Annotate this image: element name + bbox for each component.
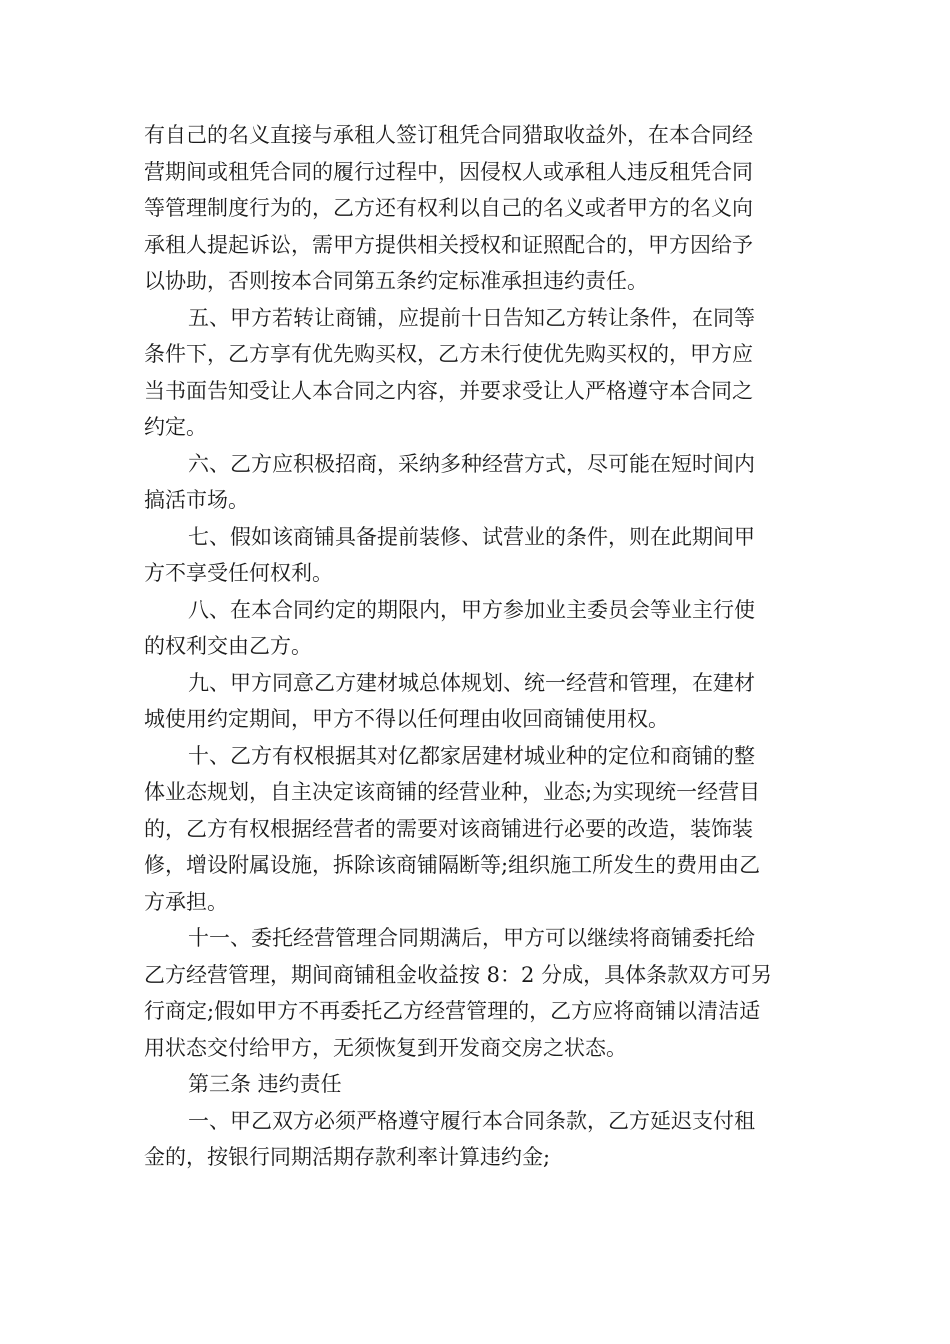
text-line: 当书面告知受让人本合同之内容，并要求受让人严格遵守本合同之 xyxy=(144,378,753,403)
text-line: 承租人提起诉讼，需甲方提供相关授权和证照配合的，甲方因给予 xyxy=(144,232,753,257)
document-body xyxy=(144,117,808,1176)
text-line: 用状态交付给甲方，无须恢复到开发商交房之状态。 xyxy=(144,1035,627,1060)
text-line: 乙方经营管理，期间商铺租金收益按 8：2 分成，具体条款双方可另 xyxy=(144,962,773,987)
paragraph-start-line: 九、甲方同意乙方建材城总体规划、统一经营和管理，在建材 xyxy=(188,670,755,695)
text-line: 等管理制度行为的，乙方还有权利以自己的名义或者甲方的名义向 xyxy=(144,196,753,220)
text-line: 金的，按银行同期活期存款利率计算违约金; xyxy=(144,1145,551,1169)
text-line: 的，乙方有权根据经营者的需要对该商铺进行必要的改造，装饰装 xyxy=(144,816,753,841)
text-line: 体业态规划，自主决定该商铺的经营业种，业态;为实现统一经营目 xyxy=(144,780,761,804)
paragraph-start-line: 十、乙方有权根据其对亿都家居建材城业种的定位和商铺的整 xyxy=(188,743,755,768)
text-line: 营期间或租凭合同的履行过程中，因侵权人或承租人违反租凭合同 xyxy=(144,159,753,184)
text-line: 条件下，乙方享有优先购买权，乙方未行使优先购买权的，甲方应 xyxy=(144,342,753,366)
paragraph-start-line: 八、在本合同约定的期限内，甲方参加业主委员会等业主行使 xyxy=(188,597,755,622)
paragraph-start-line: 六、乙方应积极招商，采纳多种经营方式，尽可能在短时间内 xyxy=(188,451,755,476)
section-heading: 第三条 违约责任 xyxy=(188,1072,342,1096)
text-line: 城使用约定期间，甲方不得以任何理由收回商铺使用权。 xyxy=(144,707,669,731)
text-line: 有自己的名义直接与承租人签订租凭合同猎取收益外，在本合同经 xyxy=(144,123,753,147)
text-line: 方承担。 xyxy=(144,889,228,914)
text-line: 搞活市场。 xyxy=(144,488,249,512)
paragraph-start-line: 七、假如该商铺具备提前装修、试营业的条件，则在此期间甲 xyxy=(188,524,755,549)
paragraph-start-line: 一、甲乙双方必须严格遵守履行本合同条款，乙方延迟支付租 xyxy=(188,1108,755,1133)
text-line: 以协助，否则按本合同第五条约定标准承担违约责任。 xyxy=(144,269,648,293)
text-line: 的权利交由乙方。 xyxy=(144,634,312,658)
text-line: 方不享受任何权利。 xyxy=(144,561,333,585)
paragraph-start-line: 五、甲方若转让商铺，应提前十日告知乙方转让条件，在同等 xyxy=(188,305,755,330)
text-line: 行商定;假如甲方不再委托乙方经营管理的，乙方应将商铺以清洁适 xyxy=(144,999,761,1023)
paragraph-start-line: 十一、委托经营管理合同期满后，甲方可以继续将商铺委托给 xyxy=(188,926,755,950)
text-line: 修，增设附属设施，拆除该商铺隔断等;组织施工所发生的费用由乙 xyxy=(144,853,761,877)
text-line: 约定。 xyxy=(144,415,207,439)
